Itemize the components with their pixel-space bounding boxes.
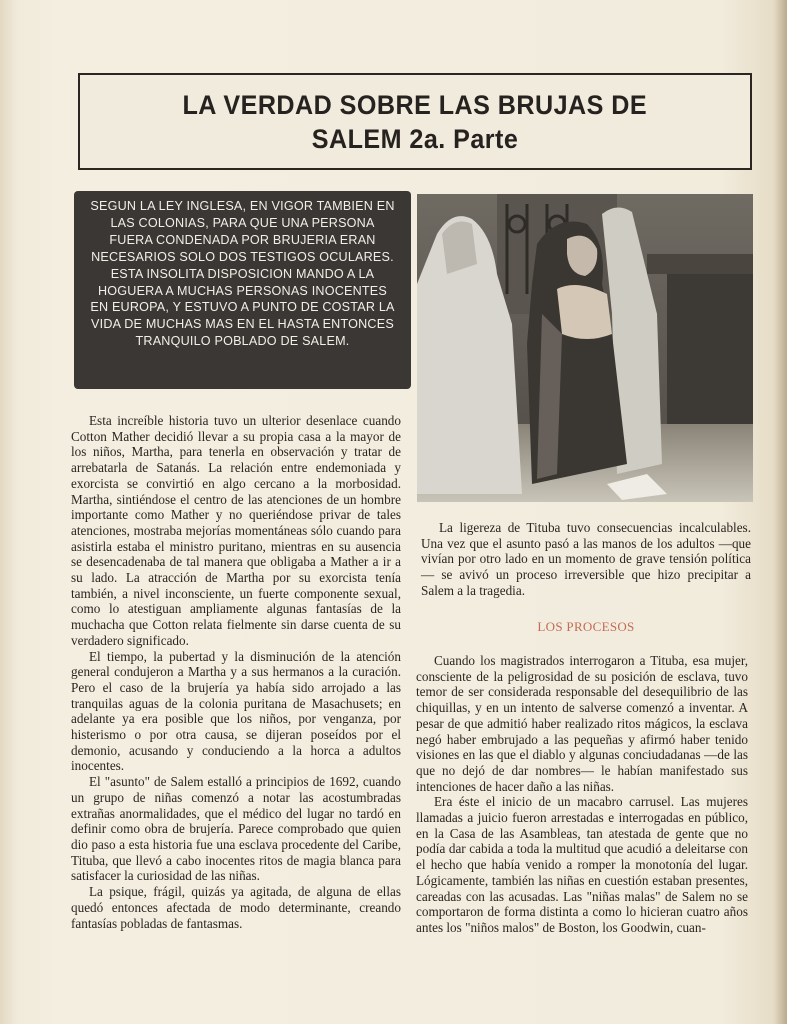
right-paragraph-1: La ligereza de Tituba tuvo consecuencias incalculables. Una vez que el asunto pasó a las manos de los adultos —que vivían por otro lado en un momento de grave tensión política— se avivó un proceso irreversible que hizo precipitar a Salem a la tragedia. [421,520,751,598]
title-box [78,73,752,170]
right-column-top [421,520,751,599]
right-paragraph-2: Cuando los magistrados interrogaron a Tituba, esa mujer, consciente de la peligrosidad de su posición de esclava, tuvo temor de ser considerada responsable del desequilibrio de las chiquillas, y en un intento de salverse comenzó a inventar. A pesar de que admitió haber realizado ritos mágicos, la esclava negó haber embrujado a las pequeñas y afirmó haber tenido visiones en las que el diablo y algunas conciudadanas —de las que no dejó de dar nombres— le habían manifestado sus intenciones de hacer daño a las niñas. [416,653,748,794]
right-column-bottom [416,653,748,936]
page-edge-shadow [773,0,787,1024]
right-paragraph-3: Era éste el inicio de un macabro carrusel. Las mujeres llamadas a juicio fueron arrestadas e interrogadas en público, en la Casa de las Asambleas, tan atestada de gente que no podía dar cabida a toda la multitud que acudió a deleitarse con el hecho que había venido a romper la monotonía del lugar. Lógicamente, también las niñas en cuestión estaban presentes, careadas con las acusadas. Las "niñas malas" de Salem no se comportaron de forma distinta a como lo hicieran cuatro años antes los "niños malos" de Boston, los Goodwin, cuan- [416,794,748,935]
article-title-line-1: LA VERDAD SOBRE LAS BRUJAS DE [182,89,648,120]
photo-illustration [417,194,753,502]
intro-box: SEGUN LA LEY INGLESA, EN VIGOR TAMBIEN EN LAS COLONIAS, PARA QUE UNA PERSONA FUERA CONDENADA POR BRUJERIA ERAN NECESARIOS SOLO DOS TESTIGOS OCULARES. ESTA INSOLITA DISPOSICION MANDO A LA HOGUERA A MUCHAS PERSONAS INOCENTES EN EUROPA, Y ESTUVO A PUNTO DE COSTAR LA VIDA DE MUCHAS MAS EN EL HASTA ENTONCES TRANQUILO POBLADO DE SALEM. [74,191,411,389]
left-paragraph-2: El tiempo, la pubertad y la disminución de la atención general condujeron a Martha y a sus hermanos a la curación. Pero el caso de la brujería ya había sido arrojado a las tranquilas aguas de la colonia puritana de Masachusets; en adelante ya era posible que los niños, por venganza, por histerismo o por otra causa, se dijeran poseídos por el demonio, acusando y conduciendo a la horca a adultos inocentes. [71,648,401,774]
left-paragraph-4: La psique, frágil, quizás ya agitada, de alguna de ellas quedó entonces afectada de modo determinante, creando fantasías pobladas de fantasmas. [71,884,401,931]
article-title-line-2: SALEM 2a. Parte [311,123,519,154]
left-paragraph-3: El "asunto" de Salem estalló a principios de 1692, cuando un grupo de niñas comenzó a notar las acostumbradas extrañas anormalidades, que el médico del lugar no tardó en definir como obra de brujería. Parece comprobado que quien dio paso a esta historia fue una esclava procedente del Caribe, Tituba, que llevó a cabo inocentes ritos de magia blanca para satisfacer la curiosidad de las niñas. [71,774,401,884]
photo-women-scene [417,194,753,502]
left-column [71,413,401,931]
section-heading: LOS PROCESOS [537,619,635,634]
left-paragraph-1: Esta increíble historia tuvo un ulterior desenlace cuando Cotton Mather decidió llevar a su propia casa a la mayor de los niños, Martha, para tenerla en observación y tratar de arrebatarla de Satanás. La relación entre endemoniada y exorcista se convirtió en algo cercano a la morbosidad. Martha, sintiéndose el centro de las atenciones de un hombre importante como Mather y no queriéndose privar de tales atenciones, mostraba mejorías momentáneas sólo cuando para asistirla estaba el ministro puritano, mientras en su ausencia se desencadenaba de tal manera que obligaba a Mather a ir a su lado. La atracción de Martha por su exorcista tenía también, a nivel inconsciente, un fuerte componente sexual, como lo atestiguan ampliamente algunas fantasías de la muchacha que Cotton relata fielmente sin darse cuenta de su verdadero significado. [71,413,401,648]
